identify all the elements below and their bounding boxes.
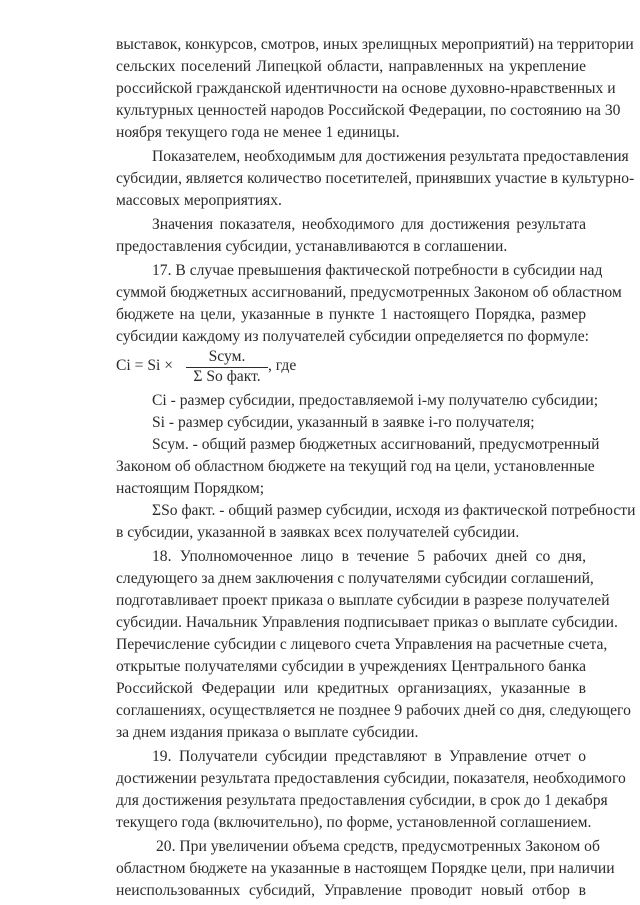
definition-si: Si - размер субсидии, указанный в заявке i-го получателя;	[152, 414, 535, 431]
text-line: субсидии, является количество посетителей, принявших участие в культурно-	[116, 170, 635, 187]
text-line: культурных ценностей народов Российской Федерации, по состоянию на 30	[116, 102, 621, 119]
text-line: Российской Федерации или кредитных организациях, указанные в	[116, 680, 586, 697]
text-line: в субсидии, указанной в заявках всех получателей субсидии.	[116, 524, 520, 541]
text-line: текущего года (включительно), по форме, установленной соглашением.	[116, 814, 592, 831]
clause-20-first-line: 20. При увеличении объема средств, предусмотренных Законом об	[156, 838, 600, 855]
paragraph-first-line: Значения показателя, необходимого для достижения результата	[152, 216, 586, 233]
definition-sofact: ΣSo факт. - общий размер субсидии, исходя из фактической потребности	[152, 502, 636, 519]
text-line: массовых мероприятиях.	[116, 192, 282, 209]
text-line: сельских поселений Липецкой области, направленных на укрепление	[116, 58, 586, 75]
clause-17-first-line: 17. В случае превышения фактической потребности в субсидии над	[152, 262, 603, 279]
text-line: соглашениях, осуществляется не позднее 9 рабочих дней со дня, следующего	[116, 702, 631, 719]
text-line: достижении результата предоставления субсидии, показателя, необходимого	[116, 770, 626, 787]
paragraph-first-line: Показателем, необходимым для достижения результата предоставления	[152, 148, 629, 165]
text-line: настоящим Порядком;	[116, 480, 265, 497]
definition-ci: Ci - размер субсидии, предоставляемой i-му получателю субсидии;	[152, 392, 599, 409]
text-line: неиспользованных субсидий, Управление проводит новый отбор в	[116, 882, 586, 899]
text-line: Законом об областном бюджете на текущий год на цели, установленные	[116, 458, 595, 475]
subsidy-formula	[116, 348, 416, 388]
text-line: Перечисление субсидии с лицевого счета Управления на расчетные счета,	[116, 636, 608, 653]
formula-tail: , где	[268, 357, 297, 374]
text-line: областном бюджете на указанные в настоящем Порядке цели, при наличии	[116, 860, 615, 877]
text-line: выставок, конкурсов, смотров, иных зрелищных мероприятий) на территории	[116, 36, 634, 53]
text-line: суммой бюджетных ассигнований, предусмотренных Законом об областном	[116, 284, 622, 301]
clause-18-first-line: 18. Уполномоченное лицо в течение 5 рабочих дней со дня,	[152, 548, 586, 565]
formula-numerator: Sсум.	[186, 348, 268, 368]
text-line: подготавливает проект приказа о выплате субсидии в разрезе получателей	[116, 592, 610, 609]
text-line: субсидии каждому из получателей субсидии определяется по формуле:	[116, 328, 589, 345]
text-line: субсидии. Начальник Управления подписывает приказ о выплате субсидии.	[116, 614, 618, 631]
text-line: для достижения результата предоставления субсидии, в срок до 1 декабря	[116, 792, 608, 809]
text-line: за днем издания приказа о выплате субсидии.	[116, 724, 419, 741]
text-line: российской гражданской идентичности на основе духовно-нравственных и	[116, 80, 616, 97]
text-line: следующего за днем заключения с получателями субсидии соглашений,	[116, 570, 594, 587]
formula-fraction	[186, 348, 268, 386]
definition-ssum: Sсум. - общий размер бюджетных ассигнований, предусмотренный	[152, 436, 600, 453]
text-line: бюджете на цели, указанные в пункте 1 настоящего Порядка, размер	[116, 306, 586, 323]
text-line: открытые получателями субсидии в учреждениях Центрального банка	[116, 658, 586, 675]
text-line: предоставления субсидии, устанавливаются в соглашении.	[116, 238, 508, 255]
formula-lhs: Ci = Si ×	[116, 357, 174, 374]
formula-denominator: Σ So факт.	[193, 368, 261, 385]
text-line: ноября текущего года не менее 1 единицы.	[116, 124, 400, 141]
clause-19-first-line: 19. Получатели субсидии представляют в Управление отчет о	[152, 748, 586, 765]
